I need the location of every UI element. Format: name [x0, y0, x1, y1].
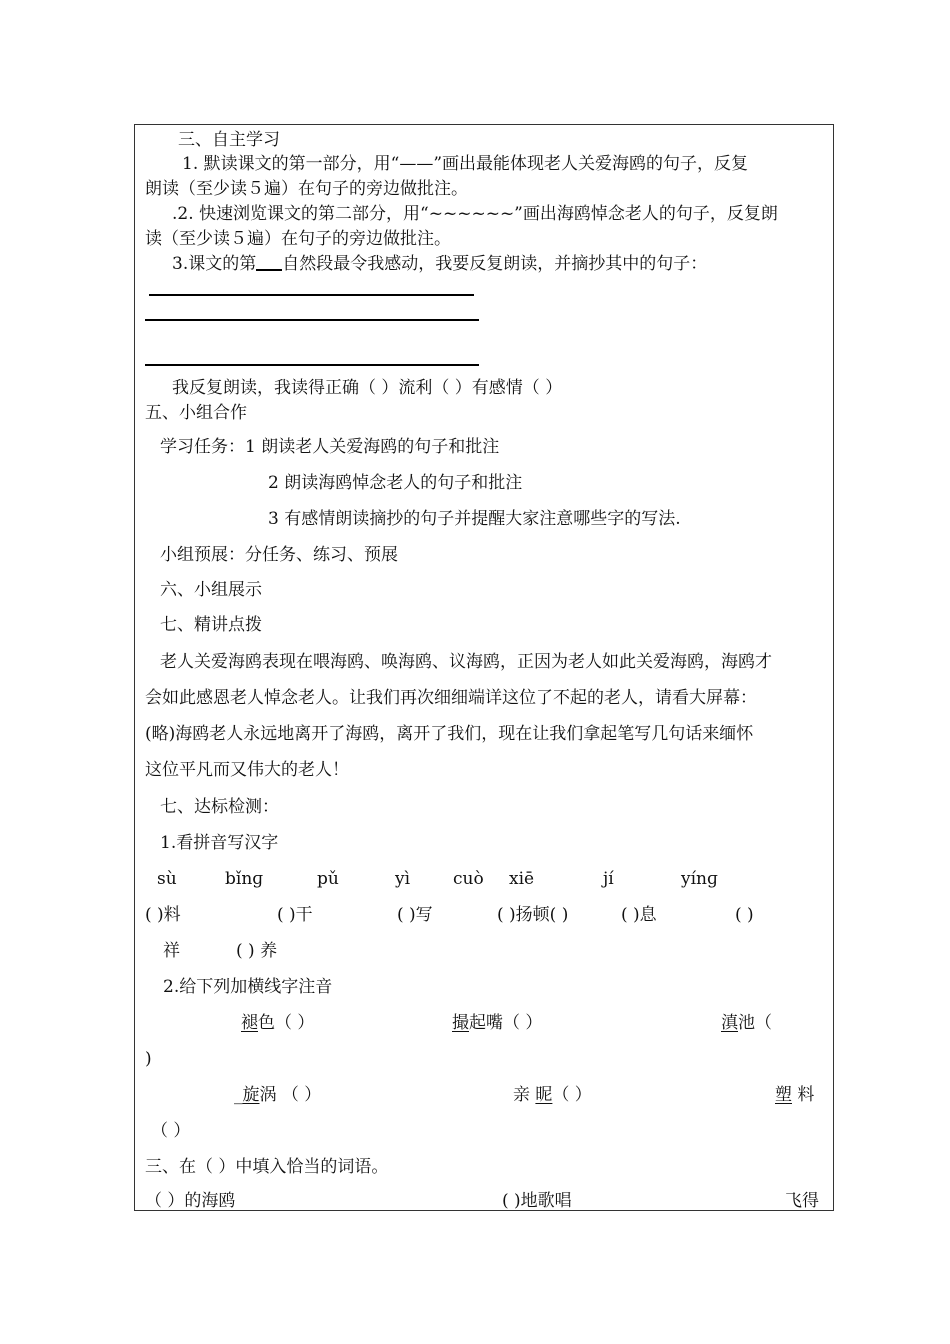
instruction-2-line1: .2. 快速浏览课文的第二部分，用“~~~~~~”画出海鸥悼念老人的句子，反复朗 [172, 204, 778, 224]
underlined-char-dian: 滇 [721, 1013, 738, 1033]
pinyin-yi: yì [395, 869, 411, 889]
word-dianchi-close: ) [145, 1049, 152, 1069]
instruction-1-line2: 朗读（至少读５遍）在句子的旁边做批注。 [145, 179, 468, 199]
task-2: 2 朗读海鸥悼念老人的句子和批注 [268, 473, 523, 493]
copy-line-2[interactable] [145, 319, 479, 321]
section-title-self-study: 三、自主学习 [178, 130, 280, 150]
word-qinni[interactable]: 亲 昵（ ） [513, 1085, 592, 1105]
fill-blank-seagull[interactable]: （ ）的海鸥 [145, 1191, 236, 1211]
char-blank-1[interactable]: ( )料 [145, 905, 181, 925]
underlined-char-su: 塑 [775, 1085, 792, 1105]
section-title-test: 七、达标检测： [160, 797, 279, 817]
fill-blank-fly: 飞得 [785, 1191, 819, 1211]
copy-line-1[interactable] [149, 294, 474, 296]
fill-blank-singing[interactable]: ( )地歌唱 [502, 1191, 572, 1211]
pinyin-pu: pǔ [317, 869, 339, 889]
word-suliao-blank[interactable]: （ ） [151, 1121, 191, 1141]
paragraph-number-blank[interactable] [256, 253, 282, 271]
pinyin-ji: jí [603, 869, 614, 889]
char-blank-3[interactable]: ( )写 [397, 905, 433, 925]
pinyin-cuo: cuò [453, 869, 484, 889]
char-xiang: 祥 [163, 941, 180, 961]
pinyin-xie: xiē [509, 869, 535, 889]
instruction-3-suffix: 自然段最令我感动，我要反复朗读，并摘抄其中的句子： [282, 254, 708, 274]
pinyin-su: sù [157, 869, 177, 889]
underlined-char-ni: 昵 [535, 1085, 553, 1105]
task-1: 学习任务：1 朗读老人关爱海鸥的句子和批注 [160, 437, 500, 457]
underlined-char-xuan: 旋 [242, 1085, 260, 1105]
section-title-group-work: 五、小组合作 [145, 403, 247, 423]
task-3: 3 有感情朗读摘抄的句子并提醒大家注意哪些字的写法. [268, 509, 681, 529]
char-blank-7[interactable]: ( ) 养 [236, 941, 278, 961]
word-tuise[interactable]: 褪色（ ） [241, 1013, 315, 1033]
instruction-1-line1: 1. 默读课文的第一部分，用“——”画出最能体现老人关爱海鸥的句子，反复 [182, 154, 749, 174]
char-blank-4[interactable]: ( )扬顿( ) [497, 905, 569, 925]
char-blank-5[interactable]: ( )息 [621, 905, 657, 925]
instruction-3-prefix: 3.课文的第 [172, 254, 257, 274]
char-blank-2[interactable]: ( )干 [277, 905, 313, 925]
pinyin-bing: bǐnɡ [225, 869, 264, 889]
explanation-line-4: 这位平凡而又伟大的老人！ [145, 760, 349, 780]
section-title-fill-words: 三、在（ ）中填入恰当的词语。 [145, 1157, 389, 1177]
word-xuanwo[interactable]: _旋涡 （ ） [234, 1085, 322, 1105]
word-cuoqizui[interactable]: 撮起嘴（ ） [452, 1013, 543, 1033]
explanation-line-3: (略)海鸥老人永远地离开了海鸥，离开了我们，现在让我们拿起笔写几句话来缅怀 [145, 724, 754, 744]
section-title-explanation: 七、精讲点拨 [160, 615, 262, 635]
instruction-2-line2: 读（至少读５遍）在句子的旁边做批注。 [145, 229, 451, 249]
explanation-line-1: 老人关爱海鸥表现在喂海鸥、唤海鸥、议海鸥，正因为老人如此关爱海鸥，海鸥才 [160, 652, 772, 672]
explanation-line-2: 会如此感恩老人悼念老人。让我们再次细细端详这位了不起的老人，请看大屏幕： [145, 688, 757, 708]
word-suliao[interactable]: 塑 料 [775, 1085, 815, 1105]
char-blank-6[interactable]: ( ) [735, 905, 754, 925]
group-preview: 小组预展：分任务、练习、预展 [160, 545, 398, 565]
pinyin-ying: yínɡ [681, 869, 718, 889]
question-1-title: 1.看拼音写汉字 [160, 833, 279, 853]
underlined-char-cuo: 撮 [452, 1013, 469, 1033]
copy-line-3[interactable] [145, 364, 479, 366]
instruction-3 [172, 252, 707, 276]
section-title-group-show: 六、小组展示 [160, 580, 262, 600]
underlined-char-tui: 褪 [241, 1013, 258, 1033]
word-dianchi[interactable]: 滇池（ [721, 1013, 772, 1033]
reading-self-check: 我反复朗读，我读得正确（ ）流利（ ）有感情（ ） [172, 378, 563, 398]
question-2-title: 2.给下列加横线字注音 [163, 977, 333, 997]
